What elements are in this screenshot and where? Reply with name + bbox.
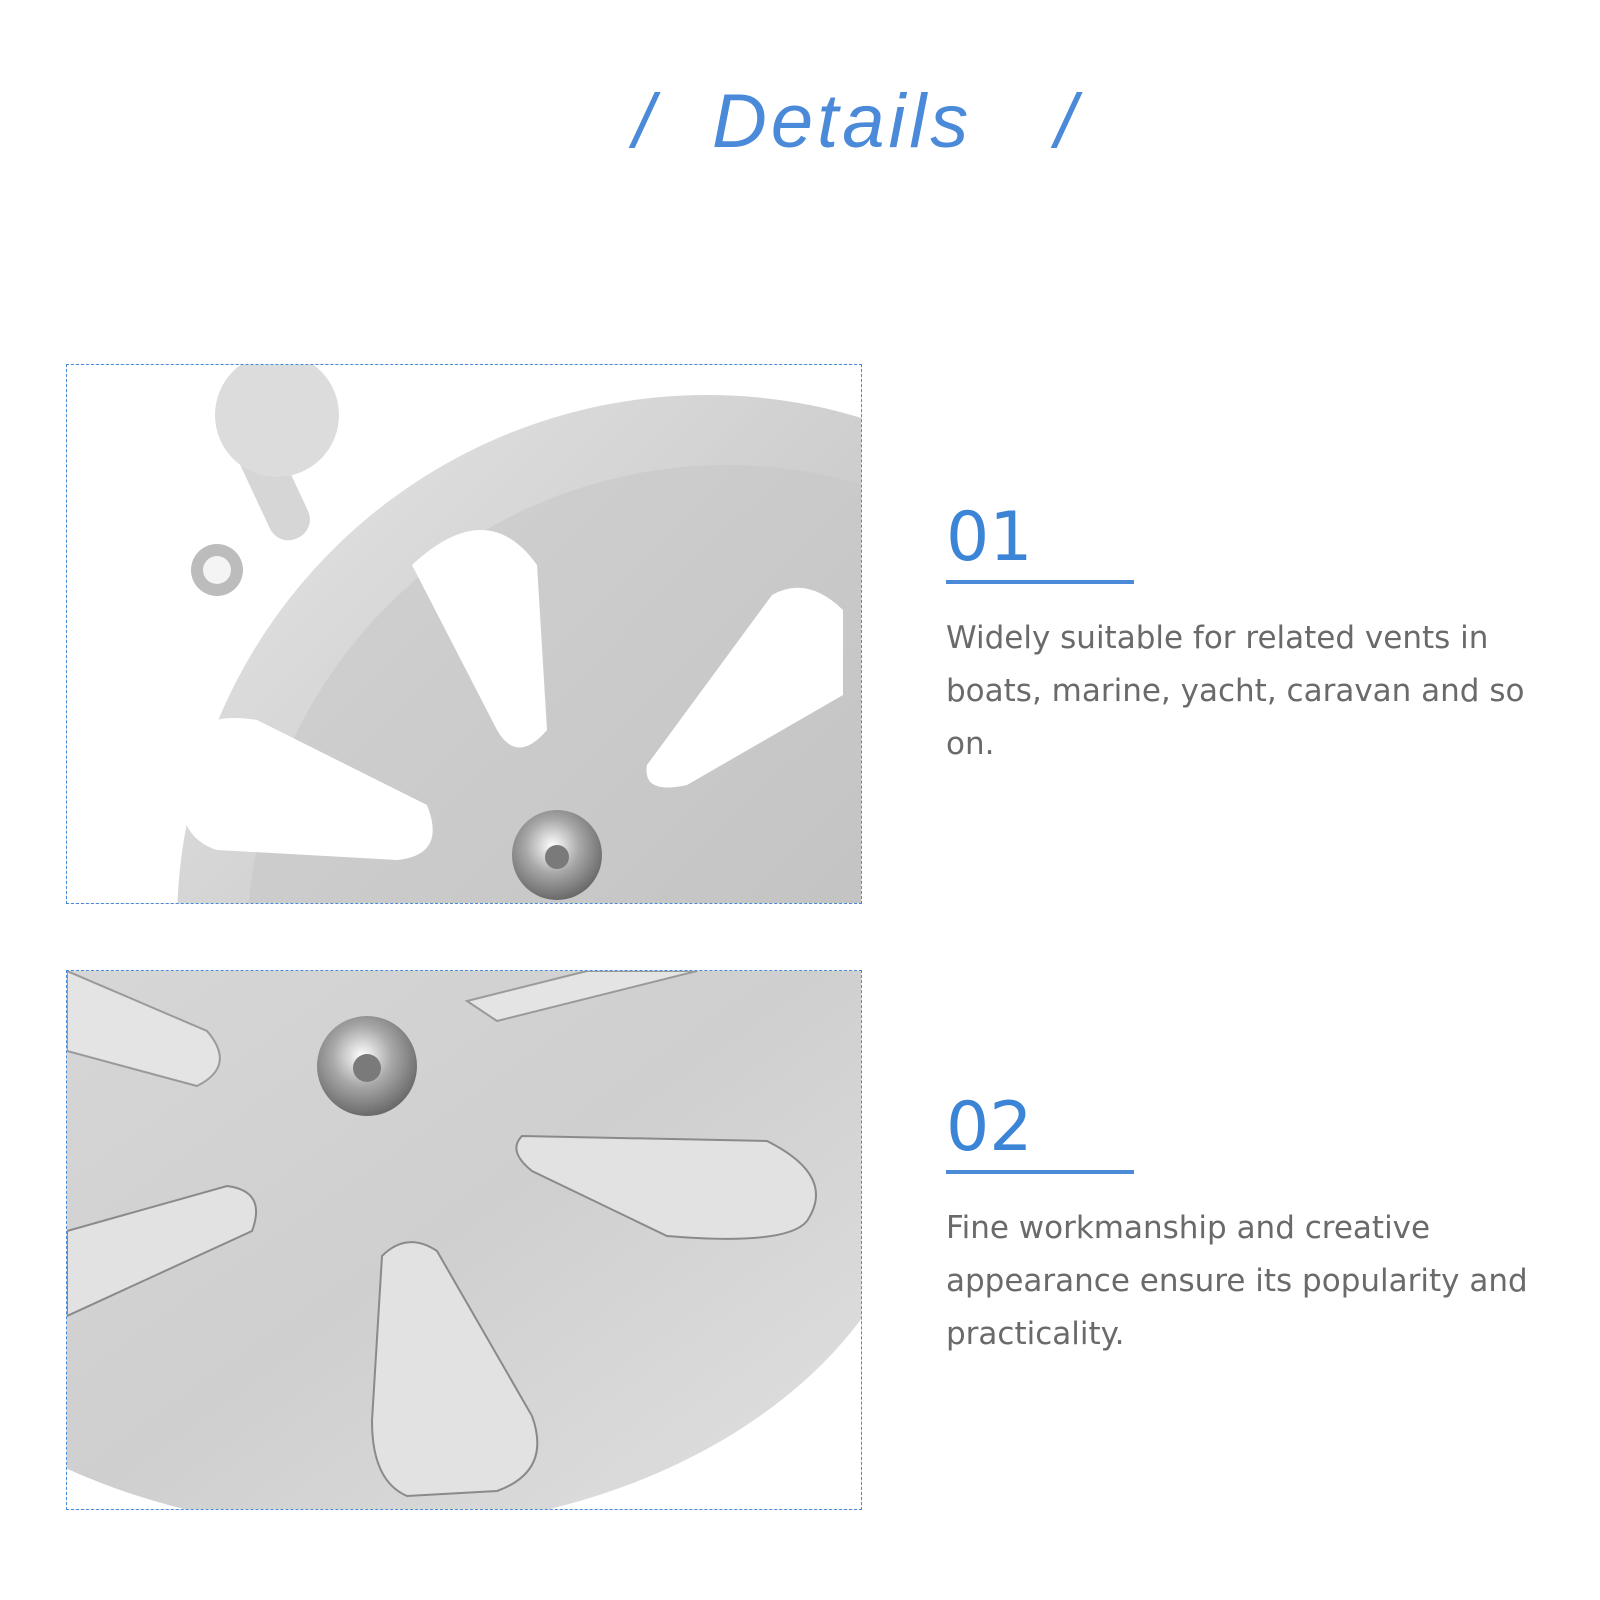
header [0,78,1600,178]
page-title: Details [712,79,973,164]
detail-underline [946,580,1134,584]
detail-description: Fine workmanship and creative appearance ensure its popularity and practicality. [946,1210,1528,1352]
title-slash-left: / [633,79,655,164]
vent-closeup-image-2 [67,971,862,1510]
detail-item-2 [946,1090,1546,1361]
detail-number: 01 [946,498,1033,577]
vent-closeup-image-1 [67,365,862,904]
detail-number: 02 [946,1088,1033,1167]
product-photo-lever-closeup [66,364,862,904]
title-slash-right: / [1055,79,1077,164]
product-photo-face-closeup [66,970,862,1510]
detail-underline [946,1170,1134,1174]
detail-description: Widely suitable for related vents in boats, marine, yacht, caravan and so on. [946,620,1525,762]
detail-item-1 [946,500,1546,771]
